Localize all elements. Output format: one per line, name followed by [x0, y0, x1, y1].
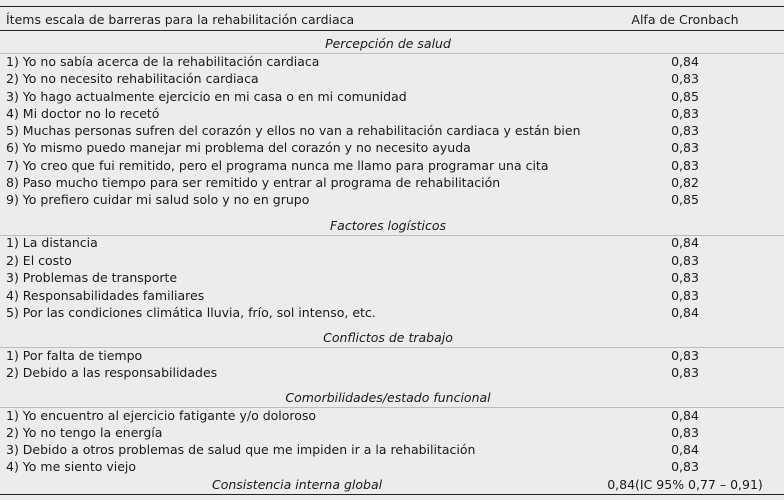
table-row	[0, 122, 784, 139]
row-value: 0,84	[671, 408, 699, 423]
table-row	[0, 88, 784, 105]
row-item: 5) Muchas personas sufren del corazón y ellos no van a rehabilitación cardiaca y están bien	[6, 123, 581, 138]
table-row	[0, 70, 784, 87]
row-item: 8) Paso mucho tiempo para ser remitido y entrar al programa de rehabilitación	[6, 175, 501, 190]
table-row	[0, 234, 784, 251]
table-top-rule	[0, 6, 784, 7]
table-row	[0, 407, 784, 424]
row-item: 9) Yo prefiero cuidar mi salud solo y no en grupo	[6, 192, 310, 207]
row-value: 0,83	[671, 253, 699, 268]
row-value: 0,85	[671, 89, 699, 104]
row-value: 0,84	[671, 235, 699, 250]
table-row	[0, 458, 784, 475]
table-bottom-rule	[0, 494, 784, 495]
row-value: 0,84	[671, 54, 699, 69]
column-header-alpha: Alfa de Cronbach	[631, 12, 739, 27]
global-consistency-row	[0, 476, 784, 493]
row-item: 6) Yo mismo puedo manejar mi problema del corazón y no necesito ayuda	[6, 140, 471, 155]
row-item: 4) Yo me siento viejo	[6, 459, 137, 474]
row-value: 0,84	[671, 305, 699, 320]
table-row	[0, 441, 784, 458]
section-title-trabajo: Conflictos de trabajo	[323, 330, 453, 345]
row-value: 0,83	[671, 71, 699, 86]
row-item: 1) Yo no sabía acerca de la rehabilitación cardiaca	[6, 54, 320, 69]
row-value: 0,83	[671, 106, 699, 121]
table-row	[0, 364, 784, 381]
row-value: 0,85	[671, 192, 699, 207]
row-item: 4) Mi doctor no lo recetó	[6, 106, 160, 121]
table-row	[0, 157, 784, 174]
row-item: 2) Yo no tengo la energía	[6, 425, 163, 440]
row-item: 7) Yo creo que fui remitido, pero el programa nunca me llamo para programar una cita	[6, 158, 549, 173]
row-item: 5) Por las condiciones climática lluvia, frío, sol intenso, etc.	[6, 305, 376, 320]
row-item: 2) Debido a las responsabilidades	[6, 365, 218, 380]
row-value: 0,83	[671, 123, 699, 138]
table-row	[0, 105, 784, 122]
global-label: Consistencia interna global	[212, 477, 383, 492]
table-row	[0, 424, 784, 441]
table-row	[0, 174, 784, 191]
row-value: 0,83	[671, 270, 699, 285]
row-item: 3) Debido a otros problemas de salud que me impiden ir a la rehabilitación	[6, 442, 476, 457]
row-item: 1) Por falta de tiempo	[6, 348, 143, 363]
table-row	[0, 191, 784, 208]
row-value: 0,83	[671, 288, 699, 303]
row-value: 0,83	[671, 425, 699, 440]
row-item: 1) Yo encuentro al ejercicio fatigante y/o doloroso	[6, 408, 317, 423]
table-row	[0, 269, 784, 286]
row-value: 0,83	[671, 459, 699, 474]
table-row	[0, 53, 784, 70]
row-item: 1) La distancia	[6, 235, 98, 250]
global-value: 0,84(IC 95% 0,77 – 0,91)	[607, 477, 763, 492]
table-row	[0, 139, 784, 156]
row-value: 0,83	[671, 365, 699, 380]
section-title-comorbilidades: Comorbilidades/estado funcional	[285, 390, 491, 405]
row-item: 2) Yo no necesito rehabilitación cardiaca	[6, 71, 259, 86]
section-title-percepcion: Percepción de salud	[325, 36, 451, 51]
row-item: 4) Responsabilidades familiares	[6, 288, 205, 303]
row-value: 0,83	[671, 348, 699, 363]
table-row	[0, 252, 784, 269]
row-item: 2) El costo	[6, 253, 72, 268]
table-row	[0, 304, 784, 321]
row-value: 0,83	[671, 158, 699, 173]
table-row	[0, 347, 784, 364]
row-value: 0,83	[671, 140, 699, 155]
column-header-items: Ítems escala de barreras para la rehabilitación cardiaca	[6, 12, 355, 27]
row-value: 0,82	[671, 175, 699, 190]
header-rule	[0, 30, 784, 31]
table-row	[0, 287, 784, 304]
section-title-logisticos: Factores logísticos	[329, 218, 447, 233]
row-value: 0,84	[671, 442, 699, 457]
row-item: 3) Yo hago actualmente ejercicio en mi casa o en mi comunidad	[6, 89, 407, 104]
row-item: 3) Problemas de transporte	[6, 270, 178, 285]
